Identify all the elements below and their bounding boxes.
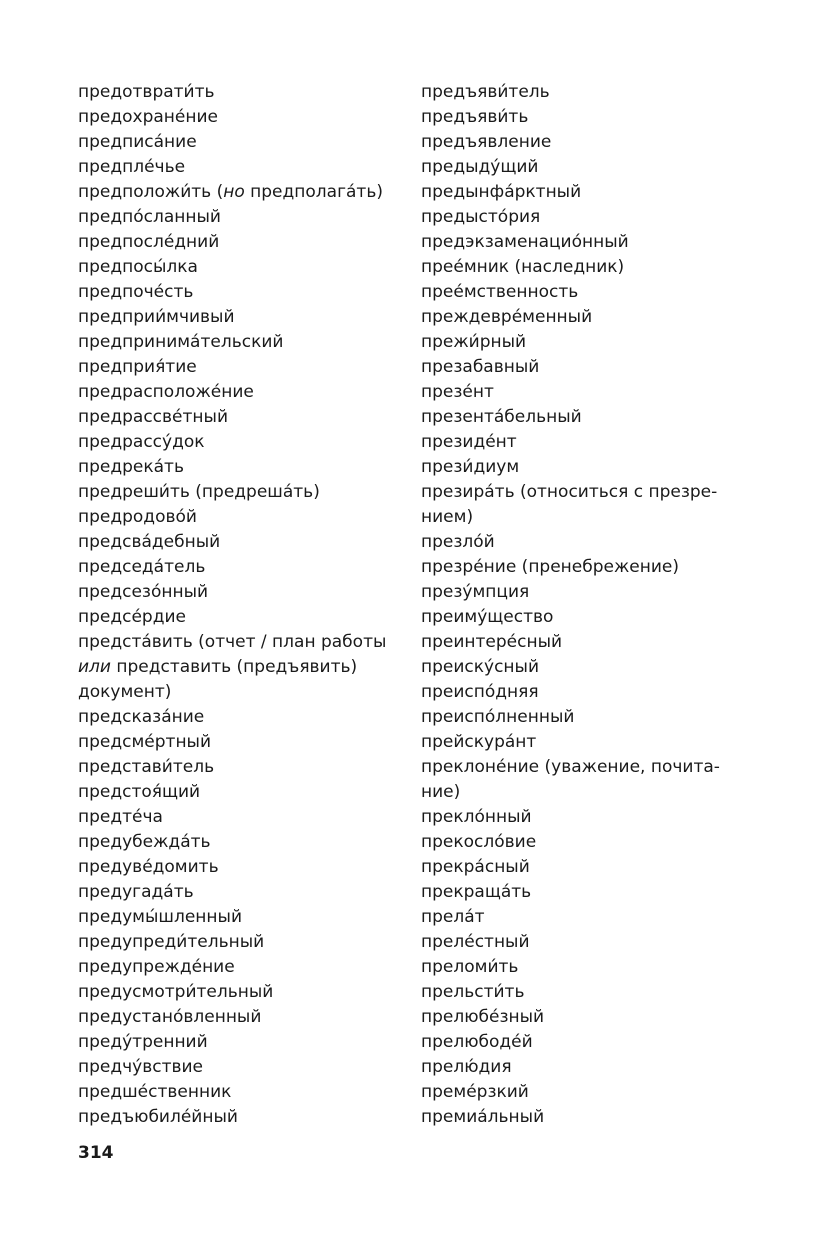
- word-entry: президе́нт: [421, 432, 517, 452]
- word-entry: предубежда́ть: [78, 832, 211, 852]
- word-entry: предсезо́нный: [78, 582, 209, 602]
- word-entry: предпле́чье: [78, 157, 186, 177]
- word-entry: предпо́сланный: [78, 207, 221, 227]
- word-entry: [78, 630, 408, 705]
- left-word-column: [78, 80, 408, 1130]
- entry-text: представить (предъявить) документ): [78, 657, 358, 702]
- word-entry: предпоче́сть: [78, 282, 194, 302]
- word-entry: презе́нт: [421, 382, 494, 402]
- word-entry: предусмотри́тельный: [78, 982, 274, 1002]
- word-entry: предприи́мчивый: [78, 307, 235, 327]
- word-entry: прекра́сный: [421, 857, 530, 877]
- word-entry: предрассу́док: [78, 432, 205, 452]
- word-entry: предрасположе́ние: [78, 382, 254, 402]
- entry-italic-conjunction: или: [78, 657, 111, 677]
- entry-text: предста́вить (отчет / план работы: [78, 632, 387, 652]
- word-entry: прейскура́нт: [421, 732, 537, 752]
- word-entry: предуве́домить: [78, 857, 219, 877]
- word-entry: предустано́вленный: [78, 1007, 262, 1027]
- word-entry: преме́рзкий: [421, 1082, 529, 1102]
- word-entry: предте́ча: [78, 807, 163, 827]
- word-entry: прее́мственность: [421, 282, 579, 302]
- right-word-column: [421, 80, 741, 1130]
- word-entry: преиску́сный: [421, 657, 540, 677]
- word-entry: прекло́нный: [421, 807, 532, 827]
- word-entry: предотврати́ть: [78, 82, 215, 102]
- word-entry: предреши́ть (предреша́ть): [78, 482, 320, 502]
- word-entry: прези́диум: [421, 457, 520, 477]
- word-entry: [78, 180, 408, 205]
- word-entry: предынфа́рктный: [421, 182, 582, 202]
- word-entry: предрека́ть: [78, 457, 184, 477]
- word-entry: прелю́дия: [421, 1057, 512, 1077]
- word-entry: прежи́рный: [421, 332, 527, 352]
- word-entry: предсе́рдие: [78, 607, 186, 627]
- word-entry: прелюбоде́й: [421, 1032, 533, 1052]
- word-entry: предписа́ние: [78, 132, 197, 152]
- word-entry: предохране́ние: [78, 107, 218, 127]
- word-entry: прелюбе́зный: [421, 1007, 545, 1027]
- word-entry: предпосле́дний: [78, 232, 220, 252]
- word-entry: преиму́щество: [421, 607, 554, 627]
- word-entry: предсва́дебный: [78, 532, 221, 552]
- word-entry: прекраща́ть: [421, 882, 532, 902]
- word-entry: предумы́шленный: [78, 907, 243, 927]
- word-entry: предпринима́тельский: [78, 332, 284, 352]
- word-entry: преклоне́ние (уважение, почитание): [421, 757, 720, 802]
- word-entry: презло́й: [421, 532, 495, 552]
- word-entry: предрассве́тный: [78, 407, 228, 427]
- word-entry: презира́ть (относиться с презрением): [421, 482, 718, 527]
- page-number: 314: [78, 1143, 114, 1163]
- word-entry: преломи́ть: [421, 957, 519, 977]
- word-entry: преле́стный: [421, 932, 530, 952]
- word-entry: предродово́й: [78, 507, 197, 527]
- word-entry: предысто́рия: [421, 207, 541, 227]
- word-entry: предугада́ть: [78, 882, 194, 902]
- word-entry: предчу́вствие: [78, 1057, 204, 1077]
- word-entry: предстоя́щий: [78, 782, 201, 802]
- word-entry: предсказа́ние: [78, 707, 205, 727]
- word-entry: преждевре́менный: [421, 307, 593, 327]
- word-entry: презу́мпция: [421, 582, 530, 602]
- word-entry: предыду́щий: [421, 157, 539, 177]
- word-entry: презабавный: [421, 357, 540, 377]
- word-entry: председа́тель: [78, 557, 206, 577]
- word-entry: премиа́льный: [421, 1107, 545, 1127]
- word-entry: презре́ние (пренебрежение): [421, 557, 680, 577]
- word-entry: преду́тренний: [78, 1032, 208, 1052]
- word-entry: прее́мник (наследник): [421, 257, 625, 277]
- word-entry: предприя́тие: [78, 357, 197, 377]
- word-entry: предэкзаменацио́нный: [421, 232, 629, 252]
- word-entry: предпосы́лка: [78, 257, 198, 277]
- word-entry: представи́тель: [78, 757, 215, 777]
- word-entry: предъявление: [421, 132, 552, 152]
- word-entry: предсме́ртный: [78, 732, 212, 752]
- word-entry: преиспо́лненный: [421, 707, 575, 727]
- word-entry: презента́бельный: [421, 407, 582, 427]
- entry-text: предполага́ть): [244, 182, 383, 202]
- entry-text: предположи́ть (: [78, 182, 224, 202]
- word-entry: прела́т: [421, 907, 485, 927]
- word-entry: прекосло́вие: [421, 832, 537, 852]
- word-entry: предъюбиле́йный: [78, 1107, 238, 1127]
- word-entry: преиспо́дняя: [421, 682, 539, 702]
- entry-italic-conjunction: но: [223, 182, 245, 202]
- word-entry: преинтере́сный: [421, 632, 563, 652]
- word-entry: предупреди́тельный: [78, 932, 265, 952]
- word-entry: прельсти́ть: [421, 982, 525, 1002]
- word-entry: предупрежде́ние: [78, 957, 235, 977]
- word-entry: предше́ственник: [78, 1082, 232, 1102]
- word-entry: предъяви́ть: [421, 107, 529, 127]
- word-entry: предъяви́тель: [421, 82, 550, 102]
